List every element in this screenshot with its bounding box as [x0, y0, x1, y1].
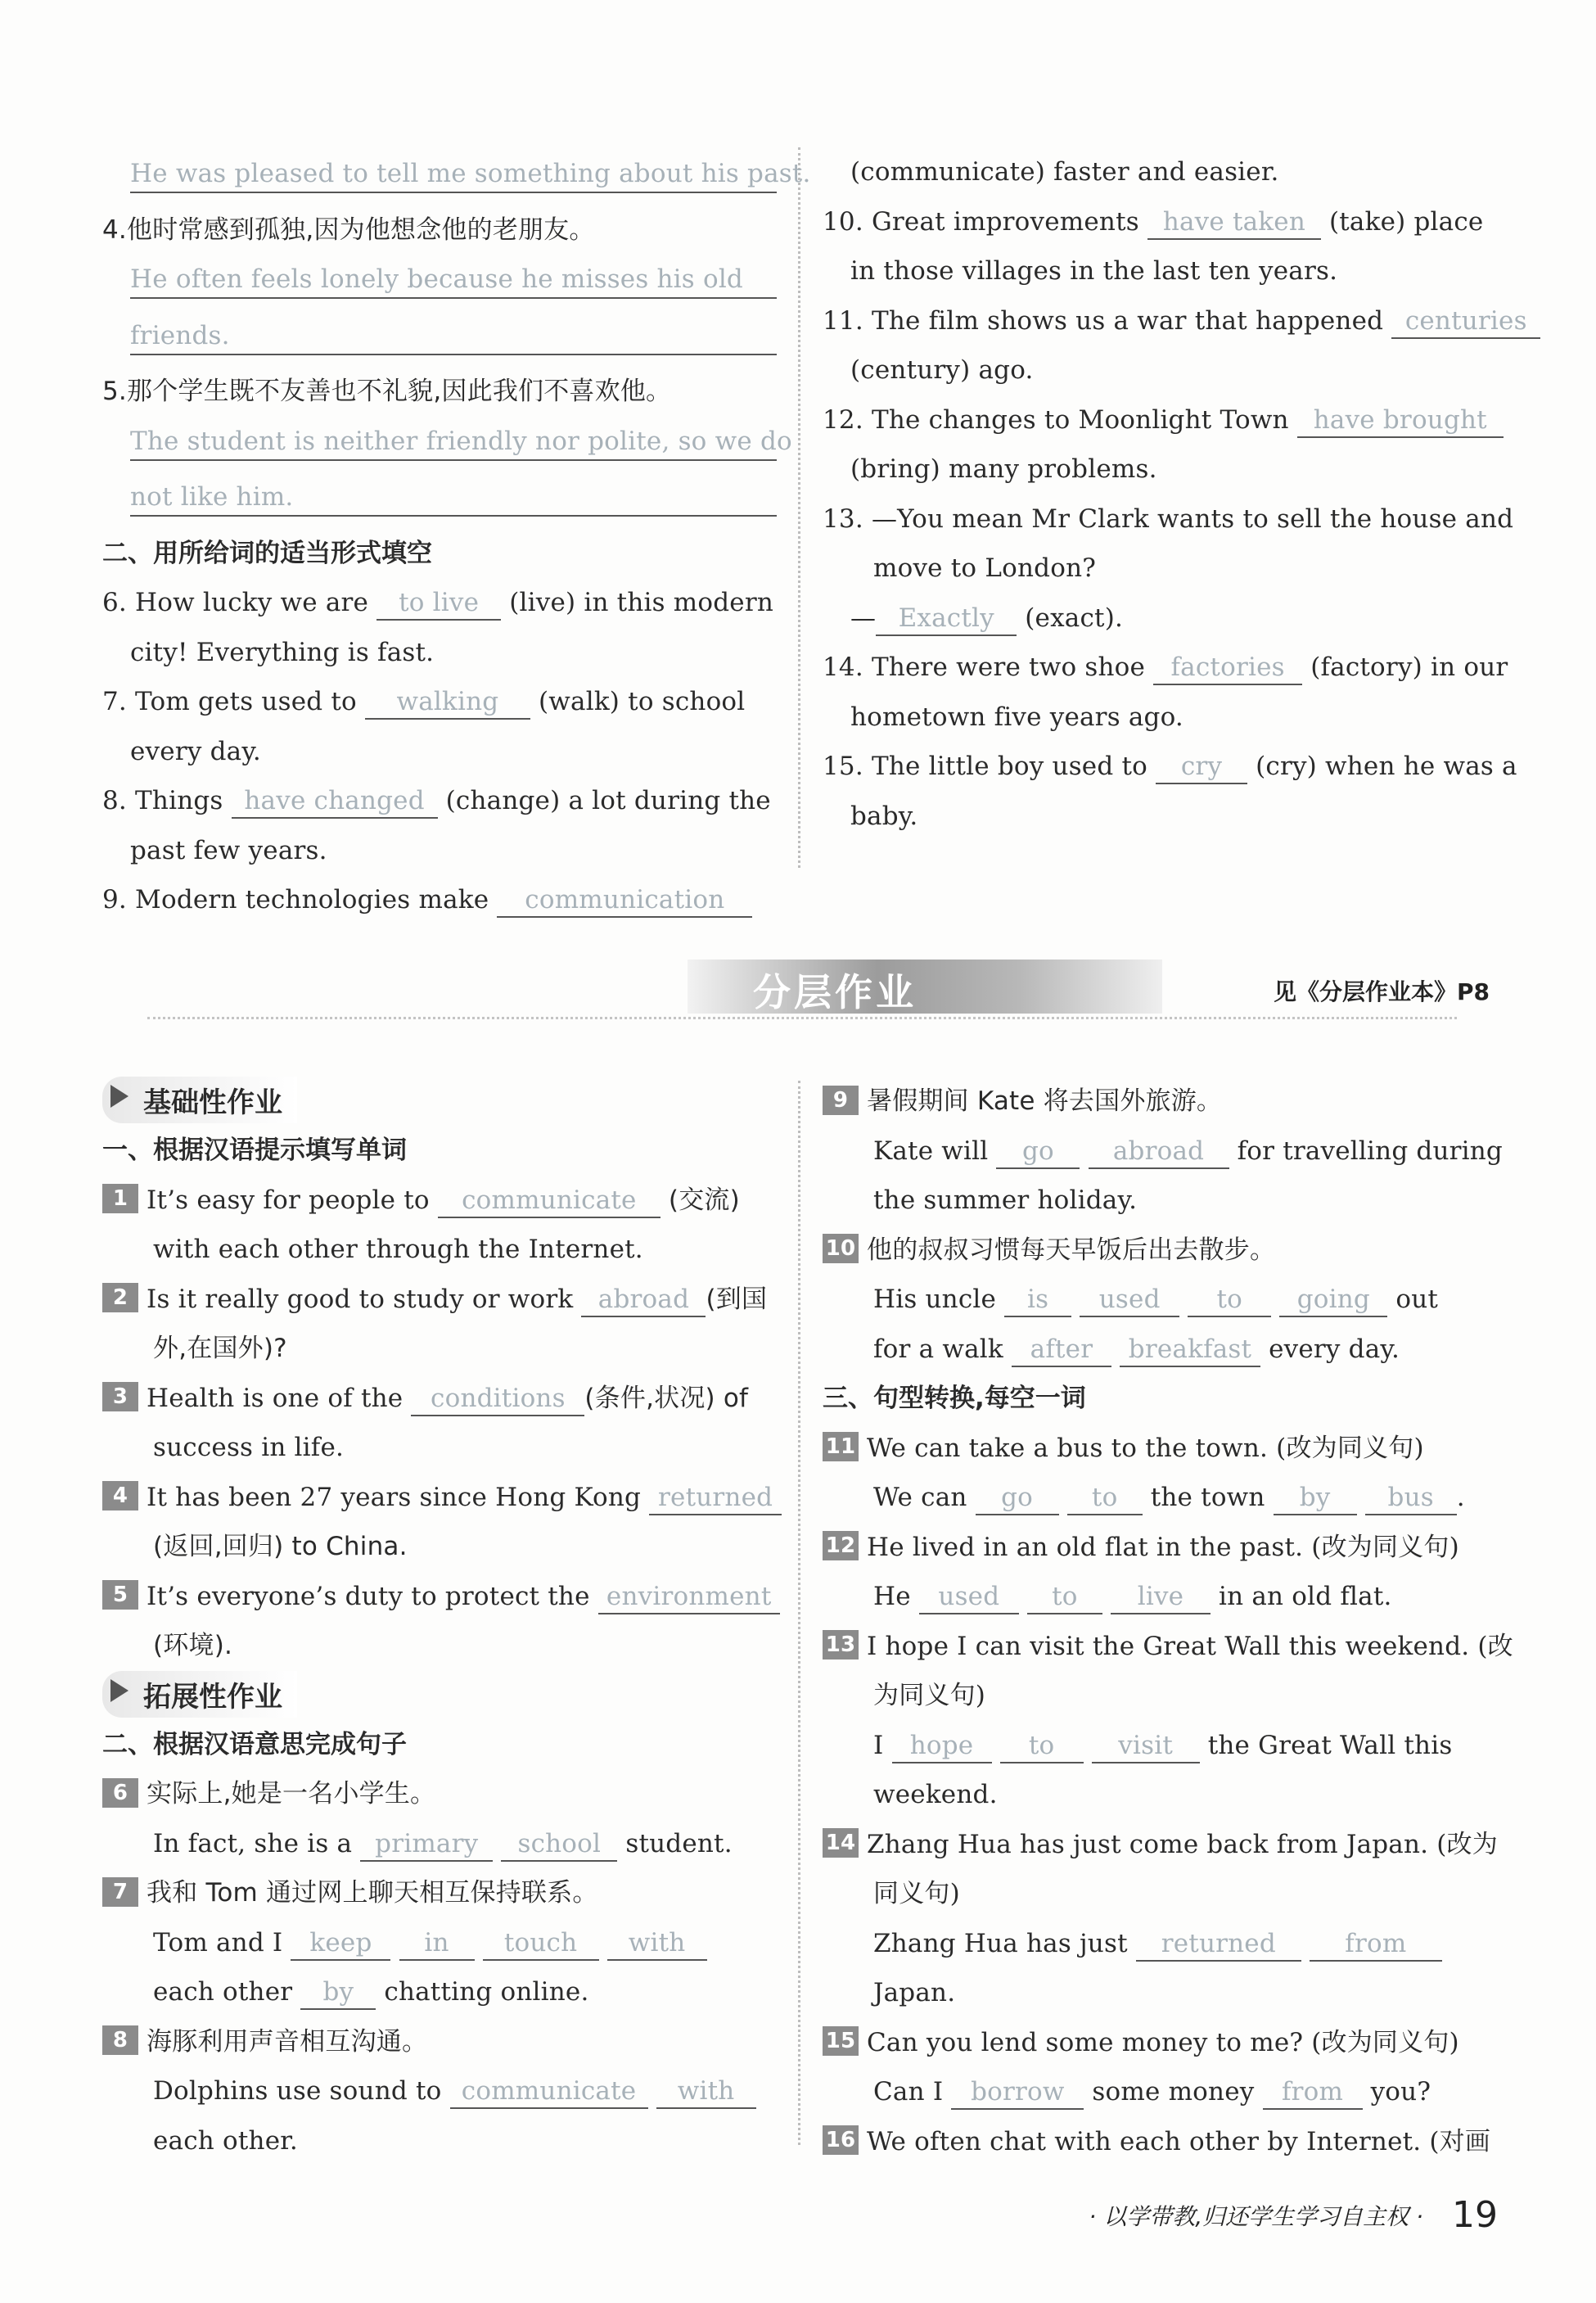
q14b-text: Zhang Hua has just	[873, 1928, 1128, 1958]
q4-text: It has been 27 years since Hong Kong	[147, 1482, 642, 1512]
q8-answer: have changed	[232, 784, 438, 819]
q12b-end: in an old flat.	[1219, 1582, 1392, 1611]
q13-badge: 13	[823, 1630, 859, 1660]
q7b-answer3: touch	[483, 1926, 599, 1961]
q12b-answer1: used	[919, 1580, 1019, 1614]
q5-prompt: 那个学生既不友善也不礼貌,因此我们不喜欢他。	[126, 377, 672, 406]
banner-dotted-rule	[147, 1017, 1457, 1019]
q1-hint: (交流)	[668, 1185, 740, 1215]
q2-badge: 2	[102, 1283, 138, 1312]
q14-answer: factories	[1153, 651, 1302, 685]
q15-text: 15. The little boy used to	[823, 752, 1147, 781]
q6-text: 6. How lucky we are	[102, 588, 369, 617]
extended-homework-label: 拓展性作业	[143, 1680, 282, 1714]
q6-badge: 6	[102, 1778, 138, 1808]
section2-heading: 二、用所给词的适当形式填空	[102, 538, 432, 568]
q3-text: Health is one of the	[147, 1383, 404, 1413]
q1-text: It’s easy for people to	[147, 1185, 430, 1215]
q5-answer-line2: not like him.	[130, 479, 777, 517]
q12b-prompt: He lived in an old flat in the past. (改为同义句)	[867, 1532, 1459, 1562]
q8b-prompt: 海豚利用声音相互沟通。	[147, 2026, 428, 2057]
q10b-cont: for a walk	[873, 1334, 1003, 1364]
q10-badge: 10	[823, 1234, 859, 1263]
q4-cont: (返回,回归) to China.	[153, 1532, 408, 1561]
extended-homework-tag	[102, 1671, 297, 1718]
q14-text: 14. There were two shoe	[823, 653, 1146, 682]
q13b-text: I	[873, 1730, 884, 1760]
q11b-answer3: by	[1274, 1481, 1357, 1515]
q6-hint: (live) in this modern	[509, 588, 774, 617]
q2-cont: 外,在国外)?	[153, 1334, 287, 1363]
q15-hint: (cry) when he was a	[1256, 752, 1517, 781]
q9b-cont: for travelling during	[1237, 1136, 1503, 1166]
q2-answer: abroad	[581, 1283, 706, 1317]
q13b-end: weekend.	[873, 1780, 998, 1809]
q13b-answer2: to	[1000, 1729, 1084, 1763]
q10b-end: every day.	[1269, 1334, 1400, 1364]
q7-hint: (walk) to school	[539, 687, 746, 716]
q13b-answer3: visit	[1092, 1729, 1200, 1763]
q11b-end: .	[1456, 1483, 1465, 1512]
q10b-answer2: used	[1080, 1283, 1179, 1317]
q9-badge: 9	[823, 1086, 859, 1115]
q9b-prompt: 暑假期间 Kate 将去国外旅游。	[867, 1086, 1223, 1116]
q12b-answer2: to	[1027, 1580, 1102, 1614]
q7b-text: Tom and I	[153, 1927, 283, 1958]
q3-answer: conditions	[411, 1382, 584, 1416]
q7b-cont: each other	[153, 1977, 293, 2007]
arrow-icon	[110, 1085, 128, 1108]
basic-homework-tag	[102, 1077, 297, 1123]
q13-text: 13. —You mean Mr Clark wants to sell the house and	[823, 503, 1514, 534]
q11b-answer4: bus	[1365, 1481, 1457, 1515]
q3-hint: (条件,状况) of	[584, 1383, 749, 1413]
q12-cont: (bring) many problems.	[850, 454, 1157, 484]
q10b-answer1: is	[1004, 1283, 1071, 1317]
q10b-answer3: to	[1188, 1283, 1271, 1317]
q11-text: 11. The film shows us a war that happened	[823, 305, 1384, 336]
q7-text: 7. Tom gets used to	[102, 687, 357, 716]
q14b-prompt: Zhang Hua has just come back from Japan. (改为	[867, 1829, 1498, 1859]
q1-answer: communicate	[438, 1184, 660, 1218]
banner-reference: 见《分层作业本》P8	[1273, 978, 1490, 1005]
q11-badge: 11	[823, 1432, 859, 1461]
q11b-prompt: We can take a bus to the town. (改为同义句)	[867, 1433, 1424, 1463]
q9-answer: communication	[497, 883, 752, 918]
q8b-text: Dolphins use sound to	[153, 2076, 442, 2106]
q5-answer-line1: The student is neither friendly nor polite, so we do	[130, 423, 777, 461]
q10-cont: in those villages in the last ten years.	[850, 256, 1338, 286]
q15b-answer1: borrow	[951, 2075, 1084, 2110]
q15b-answer2: from	[1263, 2075, 1363, 2110]
q13-cont: move to London?	[873, 553, 1097, 583]
q15b-text: Can I	[873, 2077, 944, 2107]
q8-cont: past few years.	[130, 835, 327, 865]
section2b-heading: 二、根据汉语意思完成句子	[102, 1729, 407, 1759]
q1-cont: with each other through the Internet.	[153, 1235, 643, 1264]
q4-prompt: 他时常感到孤独,因为他想念他的老朋友。	[126, 214, 595, 245]
q14b-answer1: returned	[1136, 1927, 1301, 1962]
q9b-answer1: go	[996, 1135, 1080, 1169]
section1-heading: 一、根据汉语提示填写单词	[102, 1136, 407, 1165]
q15b-prompt: Can you lend some money to me? (改为同义句)	[867, 2027, 1459, 2057]
q6b-prompt: 实际上,她是一名小学生。	[147, 1779, 436, 1809]
q12-text: 12. The changes to Moonlight Town	[823, 404, 1289, 435]
q12-answer: have brought	[1297, 404, 1504, 438]
q16-badge: 16	[823, 2125, 859, 2155]
q4-answer: returned	[649, 1481, 782, 1515]
q5-answer: environment	[598, 1580, 780, 1614]
q5-text: It’s everyone’s duty to protect the	[147, 1581, 590, 1611]
q3-badge: 3	[102, 1382, 138, 1411]
q12-badge: 12	[823, 1531, 859, 1560]
q13-hint: (exact).	[1025, 603, 1124, 633]
q10b-text: His uncle	[873, 1285, 997, 1314]
q14b-prompt2: 同义句)	[873, 1879, 960, 1908]
q14-hint: (factory) in our	[1310, 653, 1508, 682]
q5-cont: (环境).	[153, 1631, 233, 1660]
q5-num: 5.	[102, 377, 127, 406]
q13b-cont: the Great Wall this	[1207, 1730, 1453, 1760]
q6-cont: city! Everything is fast.	[130, 637, 435, 667]
page-footer	[1089, 2194, 1498, 2236]
q11b-mid: the town	[1150, 1483, 1265, 1512]
q15-badge: 15	[823, 2026, 859, 2056]
q10b-answer4: going	[1279, 1283, 1387, 1317]
q3-answer: He was pleased to tell me something about his past.	[130, 156, 777, 193]
q15b-end: you?	[1370, 2077, 1431, 2107]
q4-answer-line1: He often feels lonely because he misses his old	[130, 261, 777, 299]
q9b-end: the summer holiday.	[873, 1185, 1138, 1215]
q7-badge: 7	[102, 1877, 138, 1907]
q10-hint: (take) place	[1328, 206, 1484, 237]
q13b-prompt: I hope I can visit the Great Wall this weekend. (改	[867, 1631, 1513, 1661]
q9-text: 9. Modern technologies make	[102, 885, 489, 914]
q15-answer: cry	[1156, 750, 1247, 784]
q8-badge: 8	[102, 2025, 138, 2055]
q7-answer: walking	[365, 685, 530, 720]
q10-answer: have taken	[1147, 205, 1321, 240]
q10b-answer6: breakfast	[1120, 1333, 1260, 1367]
q13-answer: Exactly	[876, 602, 1017, 636]
banner-title: 分层作业	[753, 970, 917, 1014]
q13-dash: —	[850, 603, 877, 633]
top-right-column	[823, 147, 1527, 841]
q7b-prompt: 我和 Tom 通过网上聊天相互保持联系。	[147, 1878, 598, 1908]
top-left-column	[102, 147, 811, 925]
q9-cont: (communicate) faster and easier.	[850, 157, 1279, 187]
q8b-cont: each other.	[153, 2125, 298, 2156]
q11b-text: We can	[873, 1483, 967, 1512]
q4-num: 4.	[102, 214, 127, 245]
q7b-answer4: with	[607, 1926, 707, 1961]
footer-motto: · 以学带教,归还学生学习自主权 ·	[1089, 2202, 1423, 2230]
q16b-prompt: We often chat with each other by Internet. (对画	[867, 2126, 1491, 2156]
q14-badge: 14	[823, 1828, 859, 1858]
q11b-answer2: to	[1067, 1481, 1143, 1515]
page-number: 19	[1452, 2194, 1498, 2236]
q13b-answer1: hope	[892, 1729, 992, 1763]
q4-badge: 4	[102, 1481, 138, 1510]
q8b-answer2: with	[656, 2075, 756, 2109]
q6b-end: student.	[625, 1828, 733, 1858]
q14-cont: hometown five years ago.	[850, 702, 1183, 732]
q12b-text: He	[873, 1582, 911, 1611]
q3-cont: success in life.	[153, 1433, 345, 1462]
q6b-text: In fact, she is a	[153, 1828, 353, 1858]
q7b-answer5: by	[300, 1976, 376, 2010]
q2-hint: (到国	[706, 1284, 768, 1314]
bottom-right-column	[823, 1077, 1513, 2166]
q10-text: 10. Great improvements	[823, 206, 1139, 237]
q4-answer-line2: friends.	[130, 318, 777, 355]
q2-text: Is it really good to study or work	[147, 1284, 574, 1314]
q6-answer: to live	[376, 586, 501, 621]
q10b-answer5: after	[1012, 1333, 1111, 1367]
q11b-answer1: go	[976, 1481, 1059, 1515]
q7b-answer1: keep	[291, 1926, 390, 1961]
q10b-out: out	[1395, 1285, 1439, 1314]
q7b-answer2: in	[399, 1926, 475, 1961]
layered-homework-banner	[147, 950, 1506, 1023]
q6b-answer2: school	[501, 1827, 617, 1862]
column-divider-bottom	[798, 1081, 800, 2145]
q9b-text: Kate will	[873, 1136, 989, 1166]
q15-cont: baby.	[850, 801, 918, 831]
q8-hint: (change) a lot during the	[445, 786, 771, 815]
q14b-answer2: from	[1310, 1927, 1442, 1962]
q13b-prompt2: 为同义句)	[873, 1681, 986, 1710]
q11-answer: centuries	[1391, 305, 1540, 339]
q8-text: 8. Things	[102, 786, 223, 815]
q9b-answer2: abroad	[1089, 1135, 1229, 1169]
q11-cont: (century) ago.	[850, 355, 1034, 385]
section3-heading: 三、句型转换,每空一词	[823, 1384, 1086, 1413]
arrow-icon	[110, 1679, 128, 1702]
q7b-end: chatting online.	[384, 1977, 589, 2007]
q1-badge: 1	[102, 1184, 138, 1213]
bottom-left-column	[102, 1077, 782, 2165]
q7-cont: every day.	[130, 736, 261, 766]
q6b-answer1: primary	[360, 1827, 493, 1862]
basic-homework-label: 基础性作业	[143, 1086, 282, 1119]
q15b-mid: some money	[1092, 2077, 1255, 2107]
q12b-answer3: live	[1111, 1580, 1211, 1614]
column-divider-top	[798, 147, 800, 868]
q5-badge: 5	[102, 1580, 138, 1610]
q10b-prompt: 他的叔叔习惯每天早饭后出去散步。	[867, 1235, 1276, 1265]
q8b-answer1: communicate	[450, 2075, 648, 2109]
q14b-end: Japan.	[873, 1978, 956, 2007]
